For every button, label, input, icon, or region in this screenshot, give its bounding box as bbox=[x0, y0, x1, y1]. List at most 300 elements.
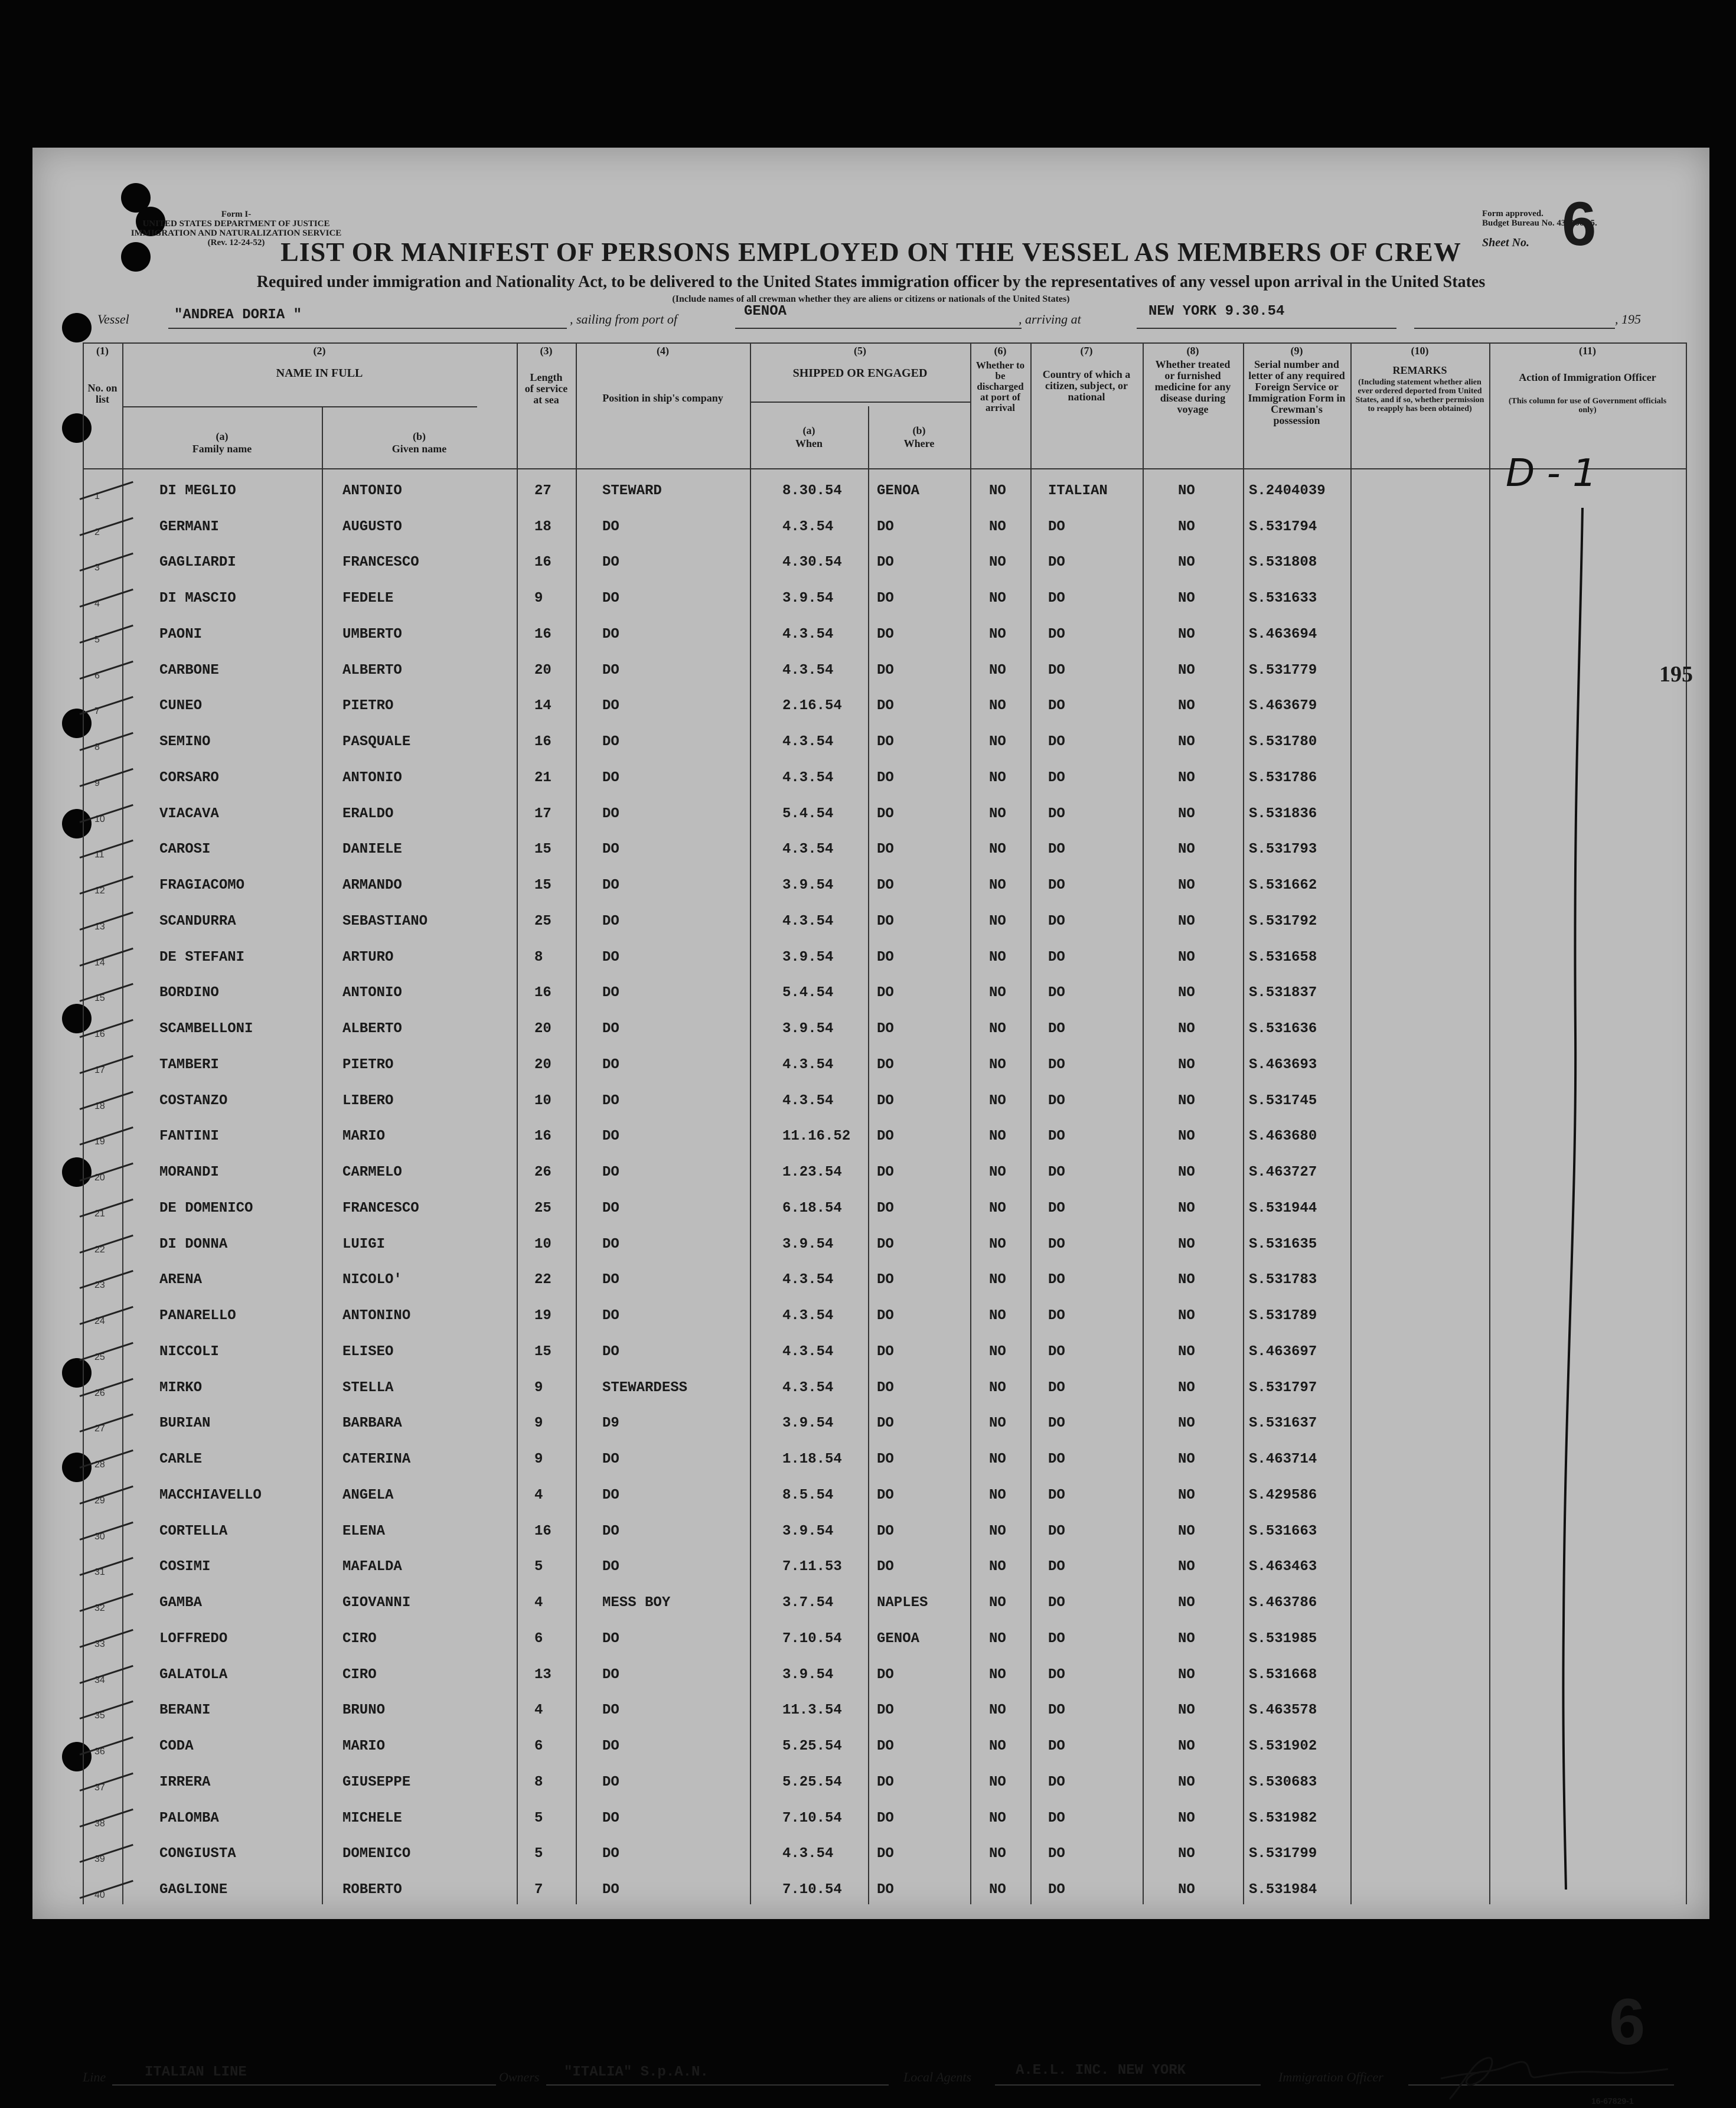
serial-cell: S.463786 bbox=[1249, 1595, 1317, 1611]
given-name-cell: AUGUSTO bbox=[342, 518, 402, 535]
officer-vertical-mark bbox=[1559, 502, 1594, 1895]
country-cell: DO bbox=[1048, 1702, 1065, 1719]
shipped-where-cell: DO bbox=[877, 1236, 894, 1252]
treated-cell: NO bbox=[1178, 805, 1195, 822]
treated-cell: NO bbox=[1178, 1164, 1195, 1180]
check-mark bbox=[80, 804, 133, 823]
shipped-when-cell: 4.3.54 bbox=[782, 1308, 834, 1324]
length-cell: 4 bbox=[534, 1702, 543, 1719]
shipped-when-cell: 3.9.54 bbox=[782, 590, 834, 606]
shipped-when-cell: 5.25.54 bbox=[782, 1738, 842, 1754]
position-cell: D9 bbox=[602, 1415, 619, 1432]
shipped-where-cell: DO bbox=[877, 949, 894, 965]
check-mark bbox=[80, 1521, 133, 1540]
family-name-cell: COSIMI bbox=[159, 1559, 211, 1575]
country-cell: DO bbox=[1048, 662, 1065, 678]
position-cell: DO bbox=[602, 1702, 619, 1719]
margin-number: 195 bbox=[1659, 662, 1693, 687]
serial-cell: S.531663 bbox=[1249, 1523, 1317, 1539]
col-8-label: Whether treated or furnished medicine for any disease during voyage bbox=[1154, 358, 1231, 415]
country-cell: DO bbox=[1048, 1415, 1065, 1432]
col-2-number: (2) bbox=[313, 345, 326, 357]
vessel-label: Vessel bbox=[97, 312, 129, 327]
shipped-where-cell: DO bbox=[877, 1343, 894, 1360]
serial-cell: S.531745 bbox=[1249, 1092, 1317, 1109]
row-number: 33 bbox=[94, 1639, 105, 1649]
shipped-where-cell: GENOA bbox=[877, 482, 920, 499]
family-name-cell: GERMANI bbox=[159, 518, 219, 535]
row-number: 8 bbox=[94, 742, 100, 752]
col-8-number: (8) bbox=[1186, 345, 1199, 357]
shipped-when-cell: 3.9.54 bbox=[782, 1523, 834, 1539]
treated-cell: NO bbox=[1178, 662, 1195, 678]
shipped-when-cell: 8.5.54 bbox=[782, 1487, 834, 1503]
check-mark bbox=[80, 1808, 133, 1827]
page-subtitle: Required under immigration and Nationality Act, to be delivered to the United States immigration officer by the representatives of any vessel upon arrival in the United States bbox=[256, 273, 1486, 291]
serial-cell: S.531982 bbox=[1249, 1810, 1317, 1826]
discharged-cell: NO bbox=[989, 1200, 1006, 1216]
treated-cell: NO bbox=[1178, 1236, 1195, 1252]
country-cell: DO bbox=[1048, 1882, 1065, 1898]
check-mark bbox=[80, 553, 133, 572]
treated-cell: NO bbox=[1178, 1523, 1195, 1539]
shipped-where-cell: DO bbox=[877, 1487, 894, 1503]
shipped-where-cell: DO bbox=[877, 1810, 894, 1826]
length-cell: 7 bbox=[534, 1882, 543, 1898]
check-mark bbox=[80, 1844, 133, 1863]
check-mark bbox=[80, 911, 133, 930]
treated-cell: NO bbox=[1178, 1738, 1195, 1754]
discharged-cell: NO bbox=[989, 1810, 1006, 1826]
treated-cell: NO bbox=[1178, 1702, 1195, 1719]
check-mark bbox=[80, 1737, 133, 1755]
shipped-when-cell: 11.16.52 bbox=[782, 1128, 851, 1145]
shipped-where-cell: DO bbox=[877, 1272, 894, 1288]
treated-cell: NO bbox=[1178, 841, 1195, 858]
check-mark bbox=[80, 840, 133, 859]
position-cell: DO bbox=[602, 841, 619, 858]
shipped-where-cell: DO bbox=[877, 1882, 894, 1898]
given-name-cell: ARMANDO bbox=[342, 877, 402, 893]
serial-cell: S.531662 bbox=[1249, 877, 1317, 893]
row-number: 40 bbox=[94, 1890, 105, 1900]
shipped-when-cell: 3.9.54 bbox=[782, 1666, 834, 1683]
discharged-cell: NO bbox=[989, 877, 1006, 893]
discharged-cell: NO bbox=[989, 1272, 1006, 1288]
treated-cell: NO bbox=[1178, 590, 1195, 606]
approved-text: Form approved. bbox=[1482, 209, 1544, 218]
shipped-when-cell: 4.3.54 bbox=[782, 1056, 834, 1073]
discharged-cell: NO bbox=[989, 698, 1006, 714]
footer-officer-label: Immigration Officer bbox=[1278, 2070, 1383, 2084]
col-5a-label: When bbox=[795, 438, 823, 449]
row-number: 31 bbox=[94, 1567, 105, 1578]
family-name-cell: DE DOMENICO bbox=[159, 1200, 253, 1216]
col-2a-label: Family name bbox=[192, 443, 252, 455]
length-cell: 16 bbox=[534, 734, 552, 750]
shipped-where-cell: DO bbox=[877, 1774, 894, 1790]
serial-cell: S.531635 bbox=[1249, 1236, 1317, 1252]
treated-cell: NO bbox=[1178, 1487, 1195, 1503]
row-number: 18 bbox=[94, 1101, 105, 1111]
position-cell: DO bbox=[602, 769, 619, 786]
col-2b-number: (b) bbox=[413, 430, 426, 442]
position-cell: DO bbox=[602, 1882, 619, 1898]
country-cell: DO bbox=[1048, 1343, 1065, 1360]
family-name-cell: MACCHIAVELLO bbox=[159, 1487, 262, 1503]
discharged-cell: NO bbox=[989, 805, 1006, 822]
arriving-label: , arriving at bbox=[1019, 312, 1081, 327]
serial-cell: S.531902 bbox=[1249, 1738, 1317, 1754]
family-name-cell: TAMBERI bbox=[159, 1056, 219, 1073]
given-name-cell: ELISEO bbox=[342, 1343, 394, 1360]
discharged-cell: NO bbox=[989, 1559, 1006, 1575]
given-name-cell: FRANCESCO bbox=[342, 554, 419, 571]
serial-cell: S.463727 bbox=[1249, 1164, 1317, 1180]
check-mark bbox=[80, 732, 133, 751]
position-cell: DO bbox=[602, 1056, 619, 1073]
position-cell: DO bbox=[602, 1308, 619, 1324]
family-name-cell: CONGIUSTA bbox=[159, 1846, 236, 1862]
country-cell: DO bbox=[1048, 1487, 1065, 1503]
col-5b-number: (b) bbox=[912, 425, 926, 436]
position-cell: DO bbox=[602, 1343, 619, 1360]
family-name-cell: NICCOLI bbox=[159, 1343, 219, 1360]
discharged-cell: NO bbox=[989, 1846, 1006, 1862]
check-mark bbox=[80, 1772, 133, 1791]
col-11-number: (11) bbox=[1579, 345, 1596, 357]
given-name-cell: GIUSEPPE bbox=[342, 1774, 411, 1790]
check-mark bbox=[80, 1450, 133, 1469]
treated-cell: NO bbox=[1178, 1308, 1195, 1324]
treated-cell: NO bbox=[1178, 1882, 1195, 1898]
length-cell: 16 bbox=[534, 1523, 552, 1539]
col-3-label: Length of service at sea bbox=[524, 371, 568, 406]
length-cell: 25 bbox=[534, 1200, 552, 1216]
shipped-where-cell: DO bbox=[877, 985, 894, 1001]
serial-cell: S.531984 bbox=[1249, 1882, 1317, 1898]
row-number: 7 bbox=[94, 706, 100, 717]
treated-cell: NO bbox=[1178, 1559, 1195, 1575]
treated-cell: NO bbox=[1178, 1200, 1195, 1216]
treated-cell: NO bbox=[1178, 734, 1195, 750]
col-11-note: (This column for use of Government officials only) bbox=[1508, 397, 1667, 415]
row-number: 29 bbox=[94, 1495, 105, 1506]
given-name-cell: MAFALDA bbox=[342, 1559, 402, 1575]
row-number: 39 bbox=[94, 1854, 105, 1865]
position-cell: DO bbox=[602, 1272, 619, 1288]
serial-cell: S.531637 bbox=[1249, 1415, 1317, 1432]
position-cell: DO bbox=[602, 1487, 619, 1503]
country-cell: DO bbox=[1048, 1308, 1065, 1324]
position-cell: DO bbox=[602, 590, 619, 606]
shipped-when-cell: 5.25.54 bbox=[782, 1774, 842, 1790]
discharged-cell: NO bbox=[989, 1379, 1006, 1396]
shipped-where-cell: DO bbox=[877, 590, 894, 606]
serial-cell: S.530683 bbox=[1249, 1774, 1317, 1790]
treated-cell: NO bbox=[1178, 626, 1195, 642]
sailing-label: , sailing from port of bbox=[570, 312, 677, 327]
discharged-cell: NO bbox=[989, 662, 1006, 678]
check-mark bbox=[80, 1701, 133, 1719]
serial-cell: S.463463 bbox=[1249, 1559, 1317, 1575]
shipped-when-cell: 4.3.54 bbox=[782, 769, 834, 786]
check-mark bbox=[80, 1270, 133, 1289]
discharged-cell: NO bbox=[989, 554, 1006, 571]
shipped-when-cell: 1.18.54 bbox=[782, 1451, 842, 1467]
serial-cell: S.531794 bbox=[1249, 518, 1317, 535]
discharged-cell: NO bbox=[989, 1056, 1006, 1073]
position-cell: DO bbox=[602, 949, 619, 965]
revision-line: (Rev. 12-24-52) bbox=[207, 238, 265, 247]
page-note: (Include names of all crewman whether they are aliens or citizens or nationals of the United States) bbox=[672, 294, 1070, 304]
shipped-where-cell: DO bbox=[877, 1056, 894, 1073]
given-name-cell: MARIO bbox=[342, 1738, 386, 1754]
length-cell: 5 bbox=[534, 1810, 543, 1826]
given-name-cell: ANTONIO bbox=[342, 482, 402, 499]
length-cell: 9 bbox=[534, 1451, 543, 1467]
country-cell: DO bbox=[1048, 1272, 1065, 1288]
form-label: Form I- bbox=[221, 210, 252, 219]
position-cell: DO bbox=[602, 626, 619, 642]
country-cell: DO bbox=[1048, 554, 1065, 571]
row-number: 9 bbox=[94, 778, 100, 788]
owners-value: "ITALIA" S.p.A.N. bbox=[564, 2064, 709, 2080]
shipped-where-cell: DO bbox=[877, 1559, 894, 1575]
check-mark bbox=[80, 983, 133, 1002]
discharged-cell: NO bbox=[989, 913, 1006, 929]
treated-cell: NO bbox=[1178, 913, 1195, 929]
check-mark bbox=[80, 1880, 133, 1899]
length-cell: 6 bbox=[534, 1630, 543, 1647]
shipped-when-cell: 3.9.54 bbox=[782, 1021, 834, 1037]
row-number: 20 bbox=[94, 1173, 105, 1183]
country-cell: DO bbox=[1048, 877, 1065, 893]
length-cell: 16 bbox=[534, 554, 552, 571]
length-cell: 5 bbox=[534, 1846, 543, 1862]
position-cell: DO bbox=[602, 662, 619, 678]
row-number: 37 bbox=[94, 1782, 105, 1793]
family-name-cell: MIRKO bbox=[159, 1379, 203, 1396]
serial-cell: S.531658 bbox=[1249, 949, 1317, 965]
shipped-when-cell: 7.10.54 bbox=[782, 1630, 842, 1647]
given-name-cell: UMBERTO bbox=[342, 626, 402, 642]
serial-cell: S.463680 bbox=[1249, 1128, 1317, 1145]
col-2-label: NAME IN FULL bbox=[276, 367, 363, 380]
check-mark bbox=[80, 1306, 133, 1325]
family-name-cell: MORANDI bbox=[159, 1164, 219, 1180]
footer-owners-value bbox=[564, 2064, 709, 2080]
footer-agents-value bbox=[1016, 2062, 1186, 2078]
position-cell: DO bbox=[602, 1738, 619, 1754]
shipped-where-cell: DO bbox=[877, 554, 894, 571]
discharged-cell: NO bbox=[989, 1343, 1006, 1360]
country-cell: DO bbox=[1048, 1379, 1065, 1396]
check-mark bbox=[80, 1127, 133, 1146]
treated-cell: NO bbox=[1178, 985, 1195, 1001]
length-cell: 13 bbox=[534, 1666, 552, 1683]
treated-cell: NO bbox=[1178, 482, 1195, 499]
sheet-label: Sheet No. bbox=[1482, 236, 1529, 249]
position-cell: DO bbox=[602, 518, 619, 535]
sailing-port: GENOA bbox=[744, 304, 787, 319]
serial-cell: S.531779 bbox=[1249, 662, 1317, 678]
agents-value: A.E.L. INC. NEW YORK bbox=[1016, 2063, 1186, 2078]
length-cell: 16 bbox=[534, 626, 552, 642]
serial-cell: S.531836 bbox=[1249, 805, 1317, 822]
line-value: ITALIAN LINE bbox=[145, 2064, 247, 2080]
punch-hole bbox=[62, 313, 92, 342]
serial-cell: S.463697 bbox=[1249, 1343, 1317, 1360]
page-number: 6 bbox=[1609, 1986, 1646, 2058]
col-2a-number: (a) bbox=[216, 430, 229, 442]
shipped-when-cell: 6.18.54 bbox=[782, 1200, 842, 1216]
shipped-where-cell: GENOA bbox=[877, 1630, 920, 1647]
serial-cell: S.531780 bbox=[1249, 734, 1317, 750]
shipped-when-cell: 7.11.53 bbox=[782, 1559, 842, 1575]
position-cell: DO bbox=[602, 1810, 619, 1826]
length-cell: 15 bbox=[534, 1343, 552, 1360]
manifest-sheet bbox=[32, 148, 1709, 2106]
length-cell: 5 bbox=[534, 1559, 543, 1575]
given-name-cell: STELLA bbox=[342, 1379, 394, 1396]
discharged-cell: NO bbox=[989, 590, 1006, 606]
shipped-where-cell: DO bbox=[877, 1200, 894, 1216]
given-name-cell: DANIELE bbox=[342, 841, 402, 858]
given-name-cell: ROBERTO bbox=[342, 1882, 402, 1898]
check-mark bbox=[80, 768, 133, 787]
check-mark bbox=[80, 589, 133, 608]
department-line: UNITED STATES DEPARTMENT OF JUSTICE bbox=[142, 219, 330, 229]
check-mark bbox=[80, 517, 133, 536]
arriving-port: NEW YORK 9.30.54 bbox=[1148, 304, 1285, 319]
discharged-cell: NO bbox=[989, 1702, 1006, 1719]
discharged-cell: NO bbox=[989, 1666, 1006, 1683]
shipped-where-cell: DO bbox=[877, 1379, 894, 1396]
position-cell: DO bbox=[602, 1128, 619, 1145]
family-name-cell: GALATOLA bbox=[159, 1666, 228, 1683]
row-number: 25 bbox=[94, 1352, 105, 1362]
discharged-cell: NO bbox=[989, 1451, 1006, 1467]
discharged-cell: NO bbox=[989, 985, 1006, 1001]
discharged-cell: NO bbox=[989, 734, 1006, 750]
serial-cell: S.531636 bbox=[1249, 1021, 1317, 1037]
check-mark bbox=[80, 696, 133, 715]
shipped-when-cell: 4.3.54 bbox=[782, 1272, 834, 1288]
shipped-when-cell: 4.3.54 bbox=[782, 1379, 834, 1396]
col-9-number: (9) bbox=[1290, 345, 1303, 357]
row-number: 22 bbox=[94, 1244, 105, 1255]
col-4-label: Position in ship's company bbox=[602, 392, 723, 404]
shipped-when-cell: 4.3.54 bbox=[782, 662, 834, 678]
country-cell: DO bbox=[1048, 734, 1065, 750]
treated-cell: NO bbox=[1178, 554, 1195, 571]
shipped-where-cell: DO bbox=[877, 1451, 894, 1467]
row-number: 30 bbox=[94, 1531, 105, 1542]
shipped-when-cell: 3.9.54 bbox=[782, 1236, 834, 1252]
col-10-label: REMARKS bbox=[1392, 364, 1447, 376]
position-cell: DO bbox=[602, 1451, 619, 1467]
discharged-cell: NO bbox=[989, 1774, 1006, 1790]
given-name-cell: MICHELE bbox=[342, 1810, 402, 1826]
check-mark bbox=[80, 1378, 133, 1396]
check-mark bbox=[80, 947, 133, 966]
family-name-cell: PANARELLO bbox=[159, 1308, 236, 1324]
treated-cell: NO bbox=[1178, 1379, 1195, 1396]
discharged-cell: NO bbox=[989, 1487, 1006, 1503]
check-mark bbox=[80, 624, 133, 643]
length-cell: 17 bbox=[534, 805, 552, 822]
row-number: 11 bbox=[94, 850, 105, 860]
country-cell: DO bbox=[1048, 1523, 1065, 1539]
given-name-cell: CARMELO bbox=[342, 1164, 402, 1180]
country-cell: DO bbox=[1048, 985, 1065, 1001]
row-number: 38 bbox=[94, 1818, 105, 1829]
shipped-when-cell: 8.30.54 bbox=[782, 482, 842, 499]
serial-cell: S.531808 bbox=[1249, 554, 1317, 571]
row-number: 6 bbox=[94, 670, 100, 681]
family-name-cell: CORTELLA bbox=[159, 1523, 228, 1539]
length-cell: 9 bbox=[534, 590, 543, 606]
treated-cell: NO bbox=[1178, 949, 1195, 965]
country-cell: ITALIAN bbox=[1048, 482, 1108, 499]
serial-cell: S.531783 bbox=[1249, 1272, 1317, 1288]
action-mark: D - 1 bbox=[1506, 452, 1597, 495]
length-cell: 21 bbox=[534, 769, 552, 786]
family-name-cell: BURIAN bbox=[159, 1415, 211, 1432]
discharged-cell: NO bbox=[989, 626, 1006, 642]
family-name-cell: LOFFREDO bbox=[159, 1630, 228, 1647]
shipped-when-cell: 4.3.54 bbox=[782, 913, 834, 929]
row-number: 17 bbox=[94, 1065, 105, 1075]
treated-cell: NO bbox=[1178, 1666, 1195, 1683]
check-mark bbox=[80, 876, 133, 895]
shipped-where-cell: DO bbox=[877, 1021, 894, 1037]
length-cell: 22 bbox=[534, 1272, 552, 1288]
length-cell: 18 bbox=[534, 518, 552, 535]
row-number: 23 bbox=[94, 1280, 105, 1291]
check-mark bbox=[80, 660, 133, 679]
page-title: LIST OR MANIFEST OF PERSONS EMPLOYED ON THE VESSEL AS MEMBERS OF CREW bbox=[280, 237, 1461, 267]
check-mark bbox=[80, 1091, 133, 1110]
country-cell: DO bbox=[1048, 1595, 1065, 1611]
discharged-cell: NO bbox=[989, 1738, 1006, 1754]
check-mark bbox=[80, 1055, 133, 1073]
shipped-when-cell: 3.7.54 bbox=[782, 1595, 834, 1611]
shipped-when-cell: 4.3.54 bbox=[782, 841, 834, 858]
serial-cell: S.531944 bbox=[1249, 1200, 1317, 1216]
row-number: 35 bbox=[94, 1711, 105, 1721]
shipped-where-cell: DO bbox=[877, 662, 894, 678]
country-cell: DO bbox=[1048, 1559, 1065, 1575]
position-cell: STEWARDESS bbox=[602, 1379, 688, 1396]
length-cell: 9 bbox=[534, 1379, 543, 1396]
shipped-where-cell: DO bbox=[877, 877, 894, 893]
shipped-where-cell: DO bbox=[877, 769, 894, 786]
given-name-cell: ANTONIO bbox=[342, 769, 402, 786]
discharged-cell: NO bbox=[989, 769, 1006, 786]
position-cell: DO bbox=[602, 1774, 619, 1790]
length-cell: 10 bbox=[534, 1236, 552, 1252]
family-name-cell: SCANDURRA bbox=[159, 913, 236, 929]
length-cell: 26 bbox=[534, 1164, 552, 1180]
row-number: 15 bbox=[94, 993, 105, 1004]
discharged-cell: NO bbox=[989, 1882, 1006, 1898]
serial-cell: S.463578 bbox=[1249, 1702, 1317, 1719]
given-name-cell: ANTONIO bbox=[342, 985, 402, 1001]
family-name-cell: PAONI bbox=[159, 626, 203, 642]
discharged-cell: NO bbox=[989, 518, 1006, 535]
